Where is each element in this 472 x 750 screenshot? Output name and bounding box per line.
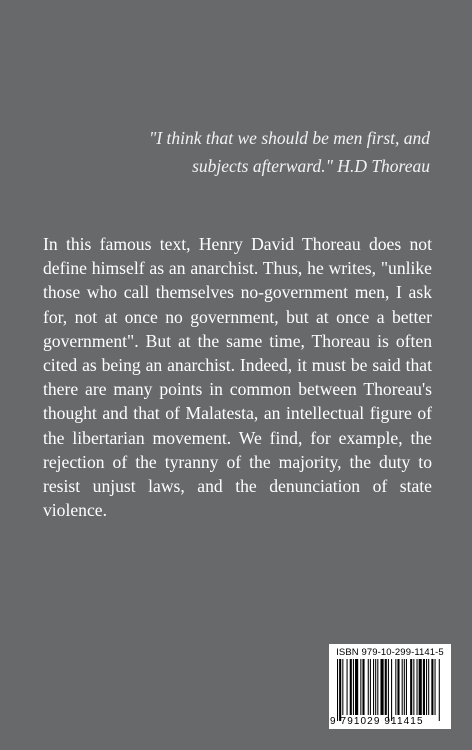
barcode-bars-icon <box>337 659 443 721</box>
barcode-bar <box>377 659 378 715</box>
barcode-bar <box>413 659 414 715</box>
barcode-bar <box>410 659 412 715</box>
barcode-bar <box>388 659 389 721</box>
isbn-label: ISBN 979-10-299-1141-5 <box>336 647 444 658</box>
barcode-bar <box>439 659 440 721</box>
barcode-bar <box>391 659 392 721</box>
barcode-bar <box>406 659 407 715</box>
barcode-bar <box>428 659 429 715</box>
barcode-bar <box>404 659 405 715</box>
barcode-bar <box>402 659 403 715</box>
barcode-bar <box>431 659 433 715</box>
barcode-bar <box>419 659 422 715</box>
barcode-bar <box>350 659 352 715</box>
barcode-bar <box>417 659 418 715</box>
barcode-bar <box>353 659 354 715</box>
barcode-bar <box>370 659 371 715</box>
barcode-bar <box>337 659 338 721</box>
isbn-barcode <box>329 644 451 729</box>
quote-line-2: subjects afterward." H.D Thoreau <box>192 156 430 176</box>
barcode-bar <box>355 659 358 715</box>
barcode-bar <box>373 659 374 715</box>
epigraph-quote <box>90 124 430 180</box>
barcode-digits: 9 791029 911415 <box>330 716 424 727</box>
book-description: In this famous text, Henry David Thoreau does not define himself as an anarchist. Thus, he writes, "unlike those who call themselves no-government men, I ask for, not at once no government, but at once a better government". But at the same time, Thoreau is often cited as being an anarchist. Indeed, it must be said that there are many points in common between Thoreau's thought and that of Malatesta, an intellectual figure of the libertarian movement. We find, for example, the rejection of the tyranny of the majority, the duty to resist unjust laws, and the denunciation of state violence. <box>43 234 432 521</box>
barcode-bar <box>435 659 436 715</box>
barcode-bar <box>397 659 399 715</box>
quote-line-1: "I think that we should be men first, and <box>148 128 430 148</box>
barcode-bar <box>360 659 361 715</box>
barcode-bar <box>423 659 425 715</box>
barcode-bar <box>375 659 376 715</box>
barcode-bar <box>380 659 383 715</box>
barcode-bar <box>342 659 343 715</box>
barcode-bar <box>368 659 369 715</box>
barcode-bar <box>362 659 364 715</box>
barcode-bar <box>347 659 348 715</box>
barcode-bar <box>395 659 396 715</box>
barcode-bar <box>385 659 387 715</box>
barcode-bar <box>426 659 427 715</box>
barcode-bar <box>339 659 341 721</box>
